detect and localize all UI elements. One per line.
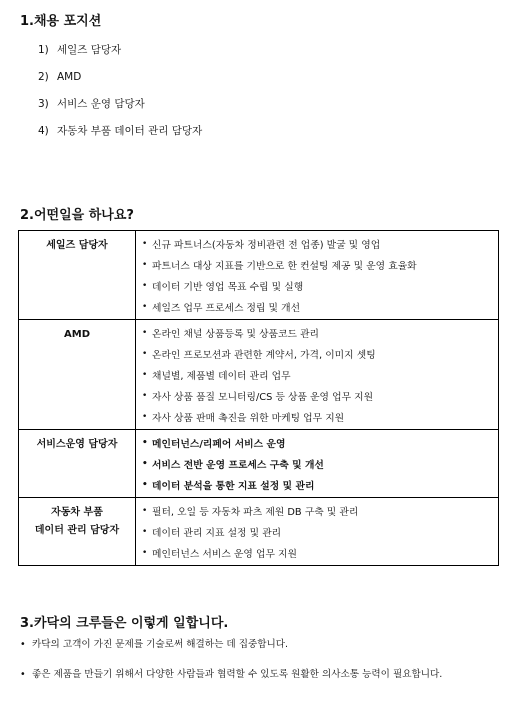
- duty-item: [142, 453, 498, 474]
- bullet-dot: •: [20, 639, 26, 650]
- duty-item: [142, 343, 498, 364]
- role-name-line-1: 자동차 부품: [51, 507, 103, 518]
- bullet-dot: •: [142, 437, 148, 448]
- duty-text: 서비스 전반 운영 프로세스 구축 및 개선: [152, 459, 324, 471]
- duty-item: [142, 385, 498, 406]
- duty-item: [142, 233, 498, 254]
- bullet-dot: •: [142, 301, 148, 312]
- duty-item: [142, 432, 498, 453]
- table-row: [19, 498, 499, 566]
- bullet-dot: •: [142, 327, 148, 338]
- duty-text: 데이터 분석을 통한 지표 설정 및 관리: [152, 480, 315, 492]
- list-item: [20, 638, 442, 668]
- section-3-title: 3.카닥의 크루들은 이렇게 일합니다.: [20, 616, 229, 631]
- bullet-dot: •: [20, 669, 26, 680]
- role-cell: [19, 430, 136, 498]
- section-1-title: 1.채용 포지션: [20, 14, 102, 29]
- bullet-dot: •: [142, 369, 148, 380]
- bullet-dot: •: [142, 526, 148, 537]
- position-label: 서비스 운영 담당자: [57, 98, 145, 110]
- bullet-dot: •: [142, 411, 148, 422]
- duty-text: 채널별, 제품별 데이터 관리 업무: [152, 370, 291, 382]
- duty-item: [142, 322, 498, 343]
- position-label: AMD: [57, 70, 82, 83]
- list-item: [38, 117, 202, 144]
- bullet-dot: •: [142, 259, 148, 270]
- role-cell: [19, 320, 136, 430]
- duty-item: [142, 296, 498, 317]
- position-label: 자동차 부품 데이터 관리 담당자: [57, 125, 203, 137]
- duty-text: 메인터넌스/리페어 서비스 운영: [152, 438, 286, 450]
- duty-item: [142, 275, 498, 296]
- list-number: 4): [38, 124, 49, 137]
- section-2-title: 2.어떤일을 하나요?: [20, 208, 134, 223]
- bullet-dot: •: [142, 458, 148, 469]
- duty-item: [142, 521, 498, 542]
- duties-cell: [136, 498, 499, 566]
- table-row: [19, 231, 499, 320]
- list-number: 1): [38, 43, 49, 56]
- duty-text: 온라인 프로모션과 관련한 계약서, 가격, 이미지 셋팅: [152, 349, 376, 361]
- duty-text: 파트너스 대상 지표를 기반으로 한 컨설팅 제공 및 운영 효율화: [152, 260, 417, 272]
- duty-text: 자사 상품 판매 촉진을 위한 마케팅 업무 지원: [152, 412, 345, 424]
- role-name-line-2: 데이터 관리 담당자: [34, 525, 120, 536]
- role-name: 서비스운영 담당자: [36, 439, 118, 450]
- bullet-dot: •: [142, 479, 148, 490]
- duty-text: 신규 파트너스(자동차 정비관련 전 업종) 발굴 및 영업: [152, 239, 381, 251]
- duty-text: 데이터 기반 영업 목표 수립 및 실행: [152, 281, 304, 293]
- list-item: [38, 63, 202, 90]
- position-list: [38, 36, 202, 144]
- position-label: 세일즈 담당자: [57, 44, 122, 56]
- duty-text: 데이터 관리 지표 설정 및 관리: [152, 527, 282, 539]
- bullet-dot: •: [142, 390, 148, 401]
- duties-cell: [136, 231, 499, 320]
- bullet-dot: •: [142, 280, 148, 291]
- duty-text: 세일즈 업무 프로세스 정립 및 개선: [152, 302, 301, 314]
- duty-text: 메인터넌스 서비스 운영 업무 지원: [152, 548, 297, 560]
- duty-item: [142, 500, 498, 521]
- duties-cell: [136, 430, 499, 498]
- bullet-dot: •: [142, 238, 148, 249]
- list-item: [20, 668, 442, 698]
- bullet-text: 카닥의 고객이 가진 문제를 기술로써 해결하는 데 집중합니다.: [32, 639, 289, 650]
- duty-item: [142, 474, 498, 495]
- table-row: [19, 430, 499, 498]
- duties-cell: [136, 320, 499, 430]
- duty-text: 필터, 오일 등 자동차 파츠 제원 DB 구축 및 관리: [152, 506, 359, 518]
- duty-item: [142, 406, 498, 427]
- duty-text: 자사 상품 품질 모니터링/CS 등 상품 운영 업무 지원: [152, 391, 374, 403]
- work-style-list: [20, 638, 442, 698]
- role-name: 세일즈 담당자: [46, 240, 108, 251]
- duty-item: [142, 364, 498, 385]
- role-name: AMD: [64, 329, 90, 340]
- bullet-dot: •: [142, 505, 148, 516]
- role-cell: [19, 498, 136, 566]
- duty-item: [142, 254, 498, 275]
- duty-item: [142, 542, 498, 563]
- role-cell: [19, 231, 136, 320]
- table-row: [19, 320, 499, 430]
- roles-table: [18, 230, 499, 566]
- list-number: 2): [38, 70, 49, 83]
- duty-text: 온라인 채널 상품등록 및 상품코드 관리: [152, 328, 319, 340]
- list-number: 3): [38, 97, 49, 110]
- list-item: [38, 90, 202, 117]
- bullet-text: 좋은 제품을 만들기 위해서 다양한 사람들과 협력할 수 있도록 원활한 의사소통 능력이 필요합니다.: [32, 669, 443, 680]
- bullet-dot: •: [142, 348, 148, 359]
- list-item: [38, 36, 202, 63]
- bullet-dot: •: [142, 547, 148, 558]
